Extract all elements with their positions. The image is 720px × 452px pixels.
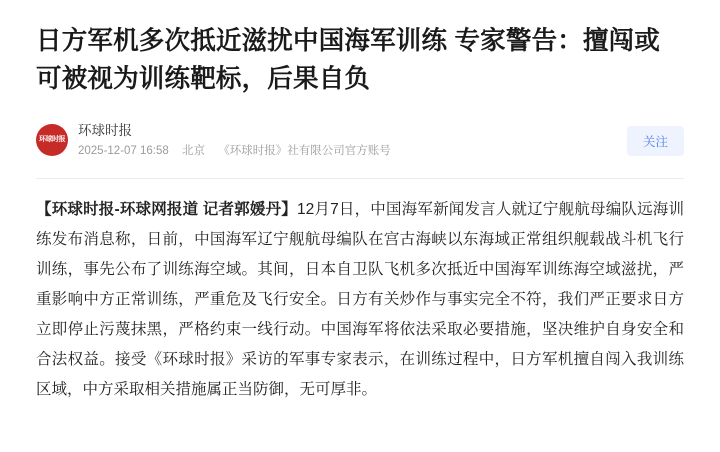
source-info — [78, 122, 391, 159]
location: 北京 — [182, 144, 206, 157]
follow-button[interactable]: 关注 — [627, 126, 684, 156]
avatar[interactable]: 环球时报 — [36, 124, 68, 156]
timestamp: 2025-12-07 16:58 — [78, 144, 169, 157]
account-description: 《环球时报》社有限公司官方账号 — [218, 144, 391, 157]
sub-meta — [78, 143, 391, 159]
page-title: 日方军机多次抵近滋扰中国海军训练 专家警告：擅闯或可被视为训练靶标，后果自负 — [36, 27, 661, 93]
meta-divider — [36, 178, 684, 179]
article-lead: 【环球时报-环球网报道 记者郭媛丹】 — [36, 201, 297, 218]
source-name[interactable]: 环球时报 — [78, 122, 132, 138]
article-body-text: 12月7日，中国海军新闻发言人就辽宁舰航母编队远海训练发布消息称，日前，中国海军辽宁舰航母编队在宫古海峡以东海域正常组织舰载战斗机飞行训练，事先公布了训练海空域。其间，日本自卫队飞机多次抵近中国海军训练海空域滋扰，严重影响中方正常训练，严重危及飞行安全。日方有关炒作与事实完全不符，我们严正要求日方立即停止污蔑抹黑，严格约束一线行动。中国海军将依法采取必要措施，坚决维护自身安全和合法权益。接受《环球时报》采访的军事专家表示，在训练过程中，日方军机擅自闯入我训练区域，中方采取相关措施属正当防御，无可厚非。 — [36, 201, 684, 398]
article-body — [36, 195, 684, 405]
article-meta — [36, 120, 684, 160]
